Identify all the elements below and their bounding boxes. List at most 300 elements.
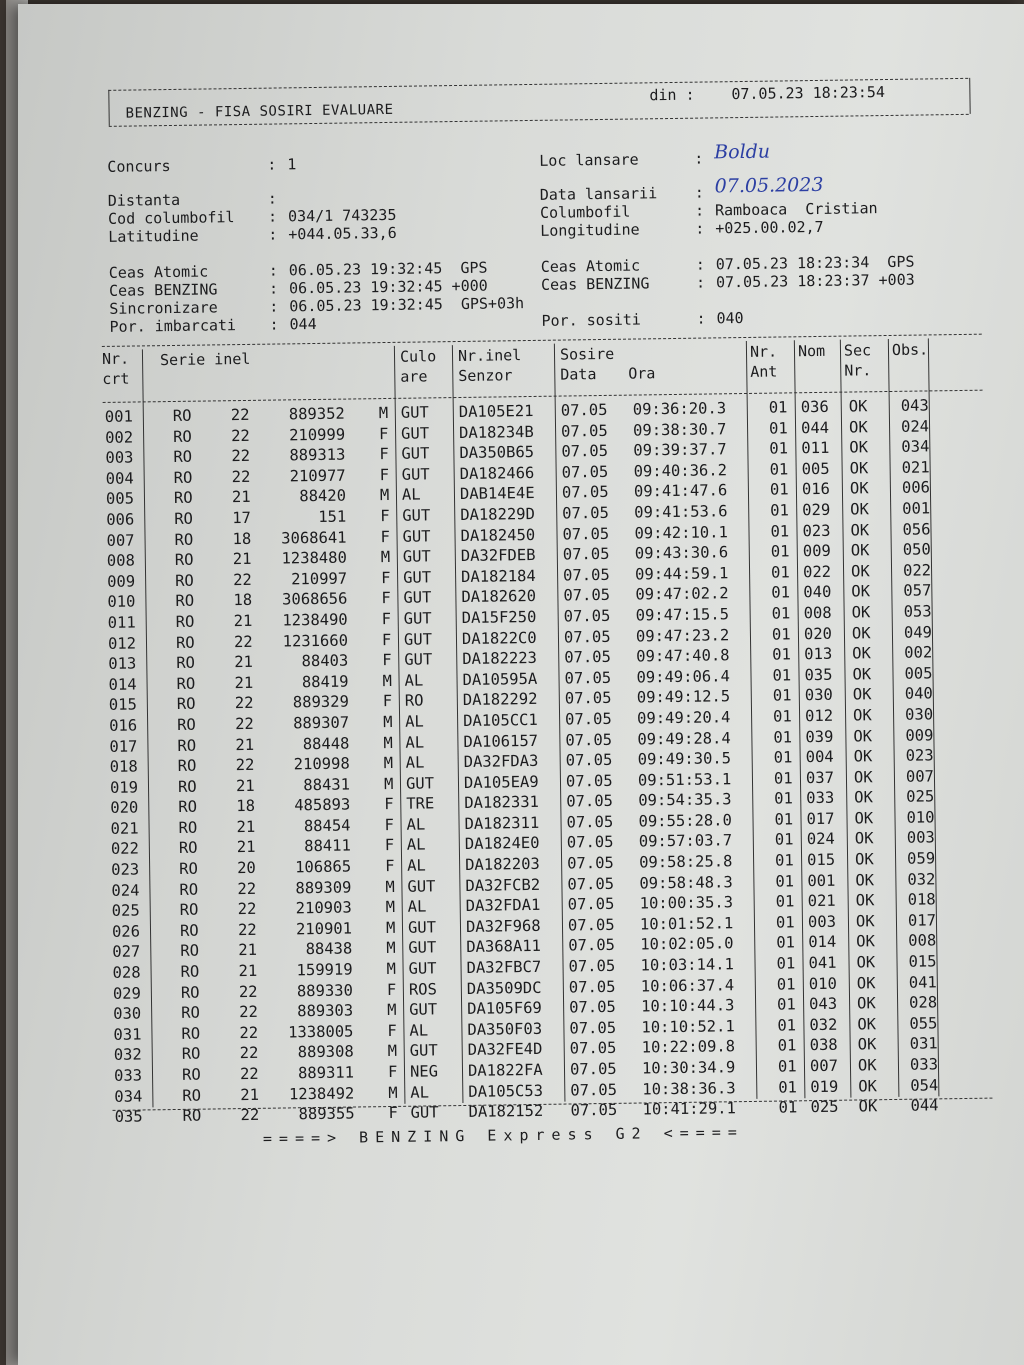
cell-nom: 041 [808, 953, 837, 973]
cell-sex: M [387, 1042, 398, 1061]
cell-country: RO [177, 756, 197, 776]
cell-nr-ant: 01 [770, 501, 790, 520]
cell-obs: 041 [908, 973, 937, 992]
cell-obs: 018 [907, 890, 936, 910]
left-info-block [107, 152, 539, 338]
cell-color: GUT [408, 938, 437, 958]
cell-obs: 003 [906, 828, 935, 848]
cell-nr-ant: 01 [770, 563, 790, 582]
cell-time: 09:54:35.3 [638, 790, 732, 810]
cell-nr: 028 [112, 963, 141, 982]
cell-obs: 057 [903, 581, 932, 601]
col-culo-header: Culo [399, 347, 437, 366]
cell-sensor: DA105E21 [458, 401, 534, 421]
cell-sex: F [380, 527, 391, 546]
cell-country: RO [180, 962, 200, 981]
cell-nom: 022 [802, 562, 832, 581]
col-sosire-header: Sosire [559, 344, 615, 364]
cell-sensor: DA105CC1 [462, 710, 538, 730]
cell-nom: 040 [803, 583, 832, 602]
cell-year: 21 [231, 488, 251, 507]
cell-time: 10:06:37.4 [640, 975, 735, 996]
col-sec-header: Sec [843, 341, 872, 360]
cell-nr-ant: 01 [771, 583, 791, 602]
cell-sex: M [385, 918, 396, 937]
cell-sensor: DA1822C0 [461, 628, 537, 648]
cell-year: 21 [236, 838, 256, 857]
handwritten-value: 07.05.2023 [714, 173, 824, 198]
cell-obs: 017 [907, 911, 937, 930]
cell-ring: 889329 [292, 692, 349, 712]
cell-obs: 050 [902, 540, 931, 559]
cell-sex: F [385, 857, 395, 876]
cell-sensor: DA105EA9 [463, 772, 539, 792]
cell-ring: 151 [318, 507, 347, 526]
cell-nom: 044 [800, 418, 830, 437]
cell-sensor: DA350F03 [467, 1019, 543, 1039]
cell-nr: 031 [113, 1025, 142, 1044]
cell-sec: OK [858, 1097, 878, 1116]
cell-year: 21 [235, 776, 255, 795]
cell-year: 22 [239, 1044, 259, 1063]
info-separator: : [695, 219, 705, 238]
cell-ring: 889352 [288, 404, 345, 424]
cell-country: RO [175, 633, 195, 652]
col-nrinel-header: Nr.inel [457, 346, 522, 366]
cell-nr: 034 [114, 1087, 143, 1106]
cell-year: 21 [232, 550, 252, 569]
cell-sensor: DA32FCB2 [465, 875, 541, 895]
cell-sensor: DA105C53 [468, 1081, 544, 1101]
cell-country: RO [180, 983, 200, 1002]
cell-color: GUT [401, 444, 430, 463]
cell-country: RO [179, 859, 198, 879]
info-label: Ceas Atomic [540, 256, 641, 276]
cell-time: 09:41:47.6 [633, 481, 728, 501]
info-label: Ceas BENZING [108, 280, 218, 300]
cell-country: RO [181, 1003, 200, 1023]
cell-sex: F [381, 589, 391, 608]
cell-time: 09:42:10.1 [634, 522, 728, 543]
info-separator: : [694, 201, 705, 220]
cell-time: 09:38:30.7 [632, 419, 727, 440]
cell-time: 09:49:20.4 [636, 708, 731, 728]
cell-ring: 485893 [294, 795, 351, 815]
cell-year: 21 [233, 611, 253, 631]
info-value: +025.00.02,7 [715, 217, 824, 238]
cell-nr: 016 [109, 716, 138, 735]
cell-country: RO [175, 592, 195, 611]
cell-obs: 001 [902, 499, 931, 518]
cell-year: 22 [239, 1064, 259, 1084]
cell-year: 22 [239, 1023, 259, 1042]
cell-time: 10:38:36.3 [642, 1078, 736, 1099]
cell-sex: F [380, 506, 390, 526]
cell-country: RO [172, 406, 192, 425]
cell-sec: OK [854, 829, 874, 848]
cell-nom: 024 [806, 830, 835, 849]
cell-year: 22 [233, 632, 253, 651]
cell-nr-ant: 01 [776, 933, 796, 953]
cell-year: 21 [240, 1085, 260, 1104]
cell-nom: 014 [808, 933, 837, 952]
cell-nr: 030 [113, 1004, 142, 1024]
cell-obs: 033 [909, 1055, 939, 1074]
cell-obs: 054 [910, 1075, 939, 1095]
cell-nom: 038 [809, 1036, 838, 1055]
cell-color: NEG [409, 1062, 439, 1081]
cell-year: 22 [238, 982, 258, 1001]
cell-date: 07.05 [567, 874, 615, 894]
cell-country: RO [176, 674, 196, 693]
cell-ring: 889355 [298, 1104, 355, 1124]
cell-sex: M [383, 712, 393, 731]
cell-country: RO [176, 653, 196, 673]
cell-time: 10:03:14.1 [640, 955, 735, 975]
cell-nom: 030 [804, 686, 833, 705]
col-nom-header: Nom [797, 341, 826, 361]
cell-nr: 004 [105, 469, 134, 488]
cell-nom: 009 [802, 541, 831, 561]
cell-sensor: DA32FDA1 [465, 896, 541, 916]
cell-sec: OK [855, 870, 875, 890]
cell-color: AL [407, 897, 427, 917]
cell-nom: 003 [807, 912, 837, 932]
report-title: BENZING - FISA SOSIRI EVALUARE [125, 101, 394, 122]
cell-nom: 021 [807, 892, 836, 911]
cell-nom: 035 [804, 665, 833, 684]
info-label: Por. imbarcati [109, 316, 237, 336]
cell-country: RO [174, 509, 194, 528]
cell-time: 09:55:28.0 [638, 811, 732, 831]
cell-color: GUT [401, 465, 430, 484]
cell-date: 07.05 [562, 503, 610, 523]
cell-ring: 210998 [293, 754, 350, 774]
cell-ring: 1231660 [282, 631, 349, 651]
cell-color: AL [401, 485, 421, 505]
col-are-header: are [400, 367, 428, 386]
cell-sensor: DA32F968 [465, 916, 541, 936]
info-value: 06.05.23 19:32:45 GPS [288, 258, 488, 280]
cell-time: 09:58:25.8 [638, 852, 733, 872]
cell-year: 21 [234, 673, 254, 692]
cell-country: RO [172, 427, 192, 446]
cell-time: 10:02:05.0 [640, 934, 734, 954]
cell-nr: 002 [105, 428, 134, 447]
cell-year: 21 [238, 941, 258, 960]
cell-sec: OK [851, 603, 871, 622]
cell-ring: 889313 [289, 445, 346, 465]
cell-date: 07.05 [563, 627, 611, 647]
cell-obs: 025 [906, 787, 935, 807]
cell-date: 07.05 [565, 771, 613, 791]
cell-nom: 039 [805, 727, 834, 746]
cell-nr: 013 [108, 654, 137, 674]
cell-sec: OK [848, 417, 868, 437]
cell-sex: F [381, 630, 392, 649]
cell-ring: 88419 [301, 672, 349, 691]
cell-year: 22 [233, 570, 252, 589]
info-value: Ramboaca Cristian [714, 199, 878, 220]
cell-ring: 210977 [289, 466, 346, 486]
cell-sec: OK [856, 953, 876, 972]
cell-time: 10:22:09.8 [641, 1037, 736, 1057]
cell-nr: 029 [112, 984, 142, 1003]
cell-sex: F [379, 445, 389, 464]
cell-nr: 009 [107, 572, 136, 591]
cell-ring: 1238492 [288, 1084, 355, 1104]
cell-date: 07.05 [569, 1039, 617, 1058]
cell-nom: 019 [810, 1077, 839, 1096]
cell-ring: 88431 [303, 775, 351, 794]
cell-sex: F [378, 424, 389, 443]
cell-sex: F [380, 568, 391, 587]
cell-obs: 022 [902, 561, 932, 580]
info-separator: : [267, 189, 277, 208]
cell-nom: 032 [809, 1015, 838, 1034]
cell-time: 09:39:37.7 [633, 440, 727, 460]
cell-ring: 210997 [291, 569, 348, 589]
cell-sex: F [382, 651, 392, 670]
cell-color: GUT [405, 774, 435, 793]
cell-nr: 035 [114, 1107, 143, 1127]
cell-obs: 031 [909, 1034, 938, 1054]
cell-obs: 055 [909, 1014, 938, 1033]
cell-sensor: DA182620 [461, 587, 537, 607]
cell-nom: 005 [801, 459, 830, 478]
cell-sec: OK [853, 747, 873, 766]
cell-nom: 008 [803, 603, 832, 623]
info-label: Ceas BENZING [540, 274, 650, 294]
cell-sec: OK [857, 1015, 877, 1034]
info-separator: : [267, 155, 277, 174]
cell-sensor: DA1822FA [467, 1060, 543, 1080]
info-separator: : [269, 297, 279, 316]
cell-date: 07.05 [567, 895, 615, 914]
cell-time: 09:49:12.5 [636, 687, 731, 707]
cell-nr: 021 [110, 819, 139, 838]
cell-sec: OK [855, 891, 875, 910]
cell-ring: 889311 [297, 1063, 355, 1083]
right-info-block [539, 140, 981, 332]
cell-year: 22 [230, 426, 250, 445]
cell-sensor: DA32FE4D [467, 1040, 543, 1060]
col-senzor-header: Senzor [458, 366, 513, 385]
col-data-header: Data [560, 365, 597, 384]
cell-nom: 020 [803, 624, 833, 643]
cell-color: AL [405, 712, 424, 731]
cell-time: 09:49:06.4 [636, 666, 730, 687]
cell-color: AL [410, 1083, 430, 1102]
cell-sensor: DA18229D [460, 504, 536, 524]
cell-country: RO [181, 1065, 201, 1084]
cell-nr-ant: 01 [778, 1077, 798, 1097]
info-label: Cod columbofil [107, 208, 235, 228]
cell-nr: 008 [106, 551, 135, 571]
cell-obs: 002 [904, 643, 933, 662]
cell-nom: 043 [808, 994, 838, 1014]
cell-date: 07.05 [560, 421, 608, 441]
cell-nr: 017 [109, 737, 138, 756]
cell-nr: 007 [106, 531, 135, 550]
cell-date: 07.05 [560, 400, 608, 420]
info-label: Ceas Atomic [108, 262, 209, 282]
cell-sensor: DA182184 [460, 566, 536, 586]
cell-country: RO [181, 1045, 201, 1064]
cell-sex: M [379, 486, 390, 505]
cell-nom: 023 [802, 521, 831, 540]
cell-time: 09:47:02.2 [635, 584, 729, 604]
cell-sec: OK [856, 932, 876, 951]
col-ant-header: Ant [750, 362, 778, 381]
cell-time: 10:10:52.1 [641, 1017, 735, 1037]
cell-country: RO [175, 571, 194, 590]
cell-country: RO [181, 1024, 201, 1043]
cell-nr-ant: 01 [774, 810, 794, 829]
cell-sensor: DA182292 [462, 690, 538, 710]
din-label: din : [649, 85, 695, 105]
cell-nr: 014 [108, 675, 137, 694]
col-secnr-header: Nr. [844, 361, 872, 380]
info-value: 06.05.23 19:32:45 +000 [288, 276, 488, 298]
cell-nom: 007 [809, 1056, 839, 1076]
cell-sensor: DA106157 [463, 731, 539, 751]
cell-country: RO [180, 942, 200, 961]
cell-nr: 033 [113, 1066, 143, 1085]
cell-date: 07.05 [561, 483, 609, 502]
cell-date: 07.05 [567, 915, 615, 935]
info-label: Longitudine [540, 220, 640, 240]
cell-country: RO [178, 797, 198, 817]
cell-date: 07.05 [570, 1080, 618, 1100]
cell-year: 22 [235, 714, 254, 734]
cell-nr-ant: 01 [769, 460, 789, 479]
cell-color: GUT [407, 877, 436, 896]
cell-nr-ant: 01 [768, 398, 788, 417]
cell-country: RO [179, 900, 199, 920]
cell-sensor: DA182450 [460, 525, 536, 545]
cell-nr: 018 [109, 757, 138, 776]
cell-ring: 1238480 [281, 548, 347, 568]
cell-ring: 889309 [295, 878, 352, 897]
cell-ring: 210901 [295, 919, 353, 939]
cell-sensor: DA350B65 [459, 443, 535, 463]
cell-obs: 010 [906, 808, 935, 827]
cell-date: 07.05 [564, 648, 612, 667]
info-label: Sincronizare [109, 298, 218, 318]
cell-nr: 011 [107, 613, 136, 632]
cell-sensor: DAB14E4E [459, 484, 535, 504]
cell-year: 21 [234, 653, 254, 672]
info-separator: : [268, 225, 278, 244]
cell-sec: OK [854, 809, 874, 828]
cell-nom: 037 [805, 768, 835, 787]
cell-sex: M [387, 1001, 397, 1020]
cell-sec: OK [856, 973, 876, 993]
cell-obs: 040 [904, 684, 933, 704]
cell-year: 22 [237, 879, 257, 898]
cell-year: 17 [232, 508, 252, 528]
col-ora-header: Ora [628, 364, 656, 383]
cell-color: AL [405, 733, 425, 752]
cell-nom: 016 [801, 480, 831, 499]
cell-sec: OK [853, 726, 873, 746]
cell-obs: 059 [906, 849, 936, 868]
cell-ring: 210903 [295, 898, 352, 918]
cell-sec: OK [856, 994, 876, 1013]
cell-nr: 019 [109, 778, 139, 797]
cell-date: 07.05 [568, 956, 616, 976]
cell-nr-ant: 01 [776, 995, 796, 1014]
cell-country: RO [176, 695, 196, 714]
cell-sex: F [384, 836, 395, 855]
cell-ring: 159919 [296, 960, 353, 980]
cell-ring: 889330 [296, 981, 353, 1000]
cell-nr-ant: 01 [772, 686, 792, 705]
cell-nom: 029 [802, 500, 831, 520]
cell-nr-ant: 01 [778, 1098, 798, 1117]
info-separator: : [694, 183, 704, 202]
cell-time: 09:47:40.8 [636, 646, 730, 666]
cell-nr-ant: 01 [772, 645, 792, 664]
cell-nr: 022 [110, 839, 140, 859]
cell-time: 09:58:48.3 [639, 872, 733, 893]
cell-nom: 004 [805, 747, 834, 767]
cell-year: 22 [231, 467, 251, 486]
cell-obs: 030 [904, 705, 934, 724]
cell-nr-ant: 01 [775, 913, 795, 932]
cell-ring: 210999 [288, 425, 346, 444]
cell-ring: 88411 [304, 837, 351, 856]
cell-year: 22 [235, 755, 255, 775]
info-value: 1 [287, 155, 297, 174]
cell-country: RO [182, 1106, 202, 1126]
cell-sec: OK [857, 1056, 877, 1075]
cell-year: 22 [239, 1003, 258, 1022]
cell-obs: 009 [905, 725, 934, 745]
cell-time: 09:57:03.7 [638, 831, 733, 851]
cell-color: GUT [404, 650, 433, 669]
cell-sex: F [384, 815, 395, 834]
cell-sensor: DA1824E0 [464, 834, 540, 854]
cell-sec: OK [850, 520, 870, 540]
info-label: Loc lansare [539, 150, 639, 170]
cell-country: RO [177, 715, 196, 734]
cell-date: 07.05 [569, 1018, 617, 1038]
info-label: Columbofil [539, 202, 631, 222]
cell-country: RO [179, 921, 199, 940]
cell-sensor: DA3509DC [466, 978, 542, 998]
cell-obs: 056 [902, 519, 931, 539]
cell-color: GUT [402, 506, 431, 525]
cell-time: 09:36:20.3 [632, 399, 727, 419]
cell-nr-ant: 01 [772, 707, 792, 726]
cell-sec: OK [849, 459, 869, 478]
cell-sec: OK [858, 1076, 878, 1096]
cell-sec: OK [849, 479, 869, 498]
cell-obs: 053 [903, 602, 932, 621]
cell-country: RO [174, 530, 194, 549]
cell-obs: 034 [901, 437, 930, 457]
info-value: 06.05.23 19:32:45 GPS+03h [289, 294, 525, 316]
cell-sex: F [386, 980, 397, 999]
cell-color: GUT [407, 918, 437, 937]
cell-nr-ant: 01 [777, 1016, 797, 1035]
cell-sex: F [381, 609, 392, 629]
cell-sec: OK [852, 706, 872, 725]
col-serie-header: Serie inel [159, 349, 251, 370]
cell-obs: 006 [901, 478, 931, 498]
